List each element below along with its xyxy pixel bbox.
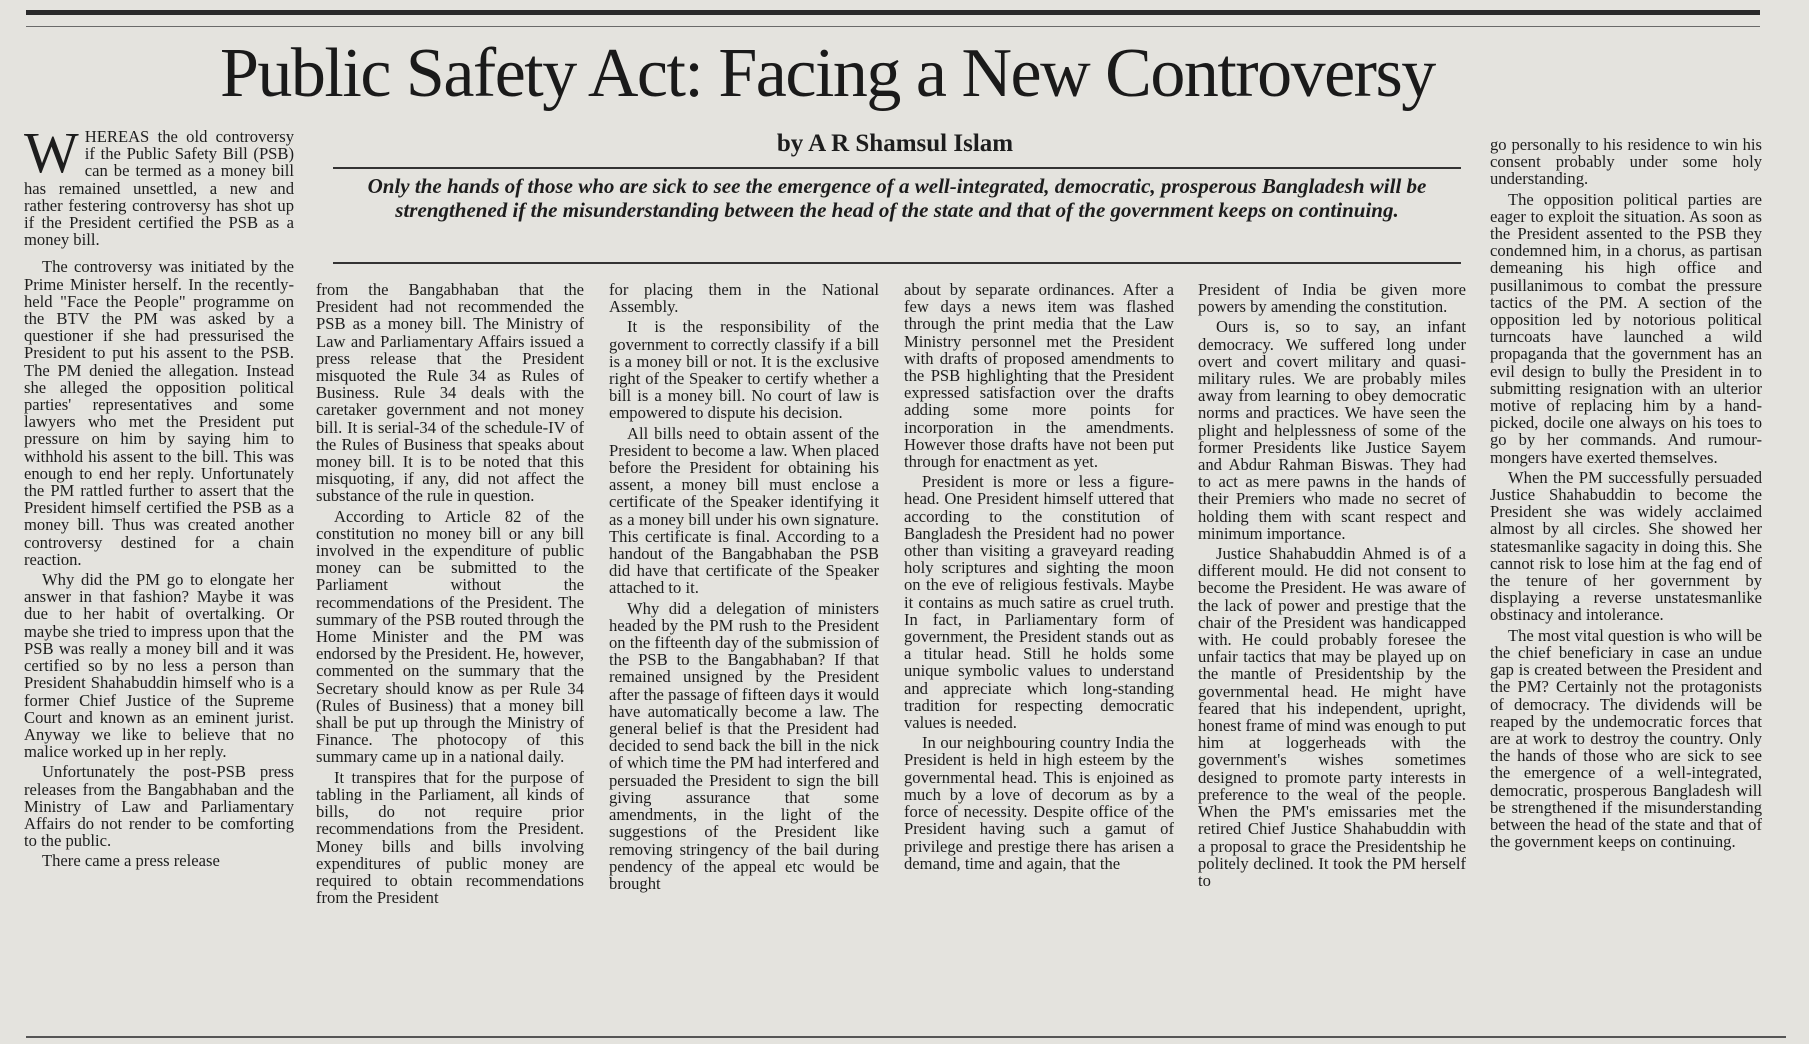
paragraph: for placing them in the National Assembly. bbox=[609, 281, 879, 317]
article-column-6 bbox=[1490, 136, 1762, 1026]
paragraph: from the Bangabhaban that the President had not recommended the PSB as a money bill. The Ministry of Law and Parliamentary Affairs issued a press release that the President misquoted the Rule 34 as Rules of Business. Rule 34 deals with the caretaker government and not money bill. It is serial-34 of the schedule-IV of the Rules of Business that speaks about money bill. It is to be noted that this misquoting, if any, did not affect the substance of the rule in question. bbox=[316, 281, 584, 506]
paragraph: Justice Shahabuddin Ahmed is of a different mould. He did not consent to become the President. He was aware of the lack of power and prestige that the chair of the President was handicapped with. He could probably foresee the unfair tactics that may be played up on the mantle of Presidentship by the governmental head. He might have feared that his independent, upright, honest frame of mind was enough to put him at loggerheads with the government's wishes sometimes designed to promote party interests in preference to the weal of the people. When the PM's emissaries met the retired Chief Justice Shahabuddin with a proposal to grace the Presidentship he politely declined. It took the PM herself to bbox=[1198, 544, 1466, 890]
paragraph: All bills need to obtain assent of the President to become a law. When placed before the President for obtaining his assent, a money bill must enclose a certificate of the Speaker identifying it as a money bill under his own signature. This certificate is final. According to a handout of the Bangabhaban the PSB did have that certificate of the Speaker attached to it. bbox=[609, 423, 879, 598]
paragraph: President is more or less a figure-head. One President himself uttered that according to the constitution of Bangladesh the President had no power other than visiting a graveyard reading holy scriptures and sighting the moon on the eve of religious festivals. Maybe it contains as much satire as cruel truth. In fact, in Parliamentary form of government, the President stands out as a titular head. Still he holds some unique symbolic values to understand and appreciate which long-standing tradition for respecting democratic values is needed. bbox=[904, 472, 1174, 733]
paragraph: Unfortunately the post-PSB press releases from the Bangabhaban and the Ministry of Law and Parliamentary Affairs do not render to be comforting to the public. bbox=[24, 762, 294, 851]
bottom-rule bbox=[26, 1036, 1786, 1038]
paragraph: Why did a delegation of ministers headed by the PM rush to the President on the fifteenth day of the submission of the PSB to the Bangabhaban? If that remained unsigned by the President after the passage of fifteen days it would have automatically become a law. The general belief is that the President had decided to send back the bill in the nick of which time the PM had interfered and persuaded the President to sign the bill giving assurance that some amendments, in the light of the suggestions of the President like removing stringency of the bail during pendency of the appeal etc would be brought bbox=[609, 598, 879, 893]
deck-standfirst: Only the hands of those who are sick to see the emergence of a well-integrated, democratic, prosperous Bangladesh will be strengthened if the misunderstanding between the head of the state and that of the government keeps on continuing. bbox=[367, 174, 1427, 222]
lead-paragraph: WHEREAS the old controversy if the Public Safety Bill (PSB) can be termed as a money bill has remained unsettled, a new and rather festering controversy has shot up if the President certified the PSB as a money bill. bbox=[24, 128, 294, 250]
paragraph: It is the responsibility of the government to correctly classify if a bill is a money bill or not. It is the exclusive right of the Speaker to certify whether a bill is a money bill. No court of law is empowered to dispute his decision. bbox=[609, 317, 879, 423]
top-rule-thin bbox=[26, 26, 1760, 27]
paragraph: The controversy was initiated by the Prime Minister herself. In the recently-held "Face the People" programme on the BTV the PM was asked by a questioner if she had pressurised the President to put his assent to the PSB. The PM denied the allegation. Instead she alleged the opposition political parties' representatives and some lawyers who met the President put pressure on him by saying him to withhold his assent to the bill. This was enough to end her reply. Unfortunately the PM rattled further to assert that the President himself certified the PSB as a money bill. Thus was created another controversy destined for a chain reaction. bbox=[24, 257, 294, 569]
deck-rule-top bbox=[333, 167, 1461, 169]
paragraph: There came a press release bbox=[42, 851, 220, 871]
paragraph: Ours is, so to say, an infant democracy. We suffered long under overt and covert military and quasi-military rules. We are probably miles away from learning to obey democratic norms and practices. We have seen the plight and helplessness of some of the former Presidents like Justice Sayem and Abdur Rahman Biswas. They had to act as mere pawns in the hands of their Premiers who made no secret of holding them with scant respect and minimum importance. bbox=[1198, 317, 1466, 543]
deck-rule-bottom bbox=[333, 262, 1461, 264]
paragraph: The opposition political parties are eager to exploit the situation. As soon as the President assented to the PSB they condemned him, in a chorus, as partisan demeaning his high office and pusillanimous to combat the pressure tactics of the PM. A section of the opposition led by notorious political turncoats have launched a wild propaganda that the government has an evil design to bully the President in to submitting resignation with an ulterior motive of replacing him by a hand-picked, docile one always on his toes to go by her commands. And rumour-mongers have exerted themselves. bbox=[1490, 189, 1762, 467]
paragraph: Why did the PM go to elongate her answer in that fashion? Maybe it was due to her habit of overtalking. Or maybe she tried to impress upon that the PSB was really a money bill and it was certified so by no less a person than President Shahabuddin himself who is a former Chief Justice of the Supreme Court and known as an eminent jurist. Anyway we like to believe that no malice worked up in her reply. bbox=[24, 570, 294, 762]
article-column-3 bbox=[609, 281, 879, 1026]
drop-cap: W bbox=[24, 128, 79, 185]
article-column-4 bbox=[904, 281, 1174, 1026]
article-column-5 bbox=[1198, 281, 1466, 1026]
article-column-2 bbox=[316, 281, 584, 1026]
article-column-1 bbox=[24, 128, 294, 1026]
top-rule bbox=[26, 10, 1760, 15]
paragraph: about by separate ordinances. After a few days a news item was flashed through the print media that the Law Ministry personnel met the President with drafts of proposed amendments to the PSB highlighting that the President expressed satisfaction over the drafts adding some more points for incorporation in the amendments. However those drafts have not been put through for enactment as yet. bbox=[904, 281, 1174, 472]
paragraph: When the PM successfully persuaded Justice Shahabuddin to become the President she was widely acclaimed almost by all circles. She showed her statesmanlike sagacity in doing this. She cannot risk to lose him at the fag end of the tenure of her government by displaying a reverse unstatesmanlike obstinacy and intolerance. bbox=[1490, 467, 1762, 625]
paragraph: President of India be given more powers by amending the constitution. bbox=[1198, 281, 1466, 317]
paragraph: It transpires that for the purpose of tabling in the Parliament, all kinds of bills, do not require prior recommendations from the President. Money bills and bills involving expenditures of public money are required to obtain recommendations from the President bbox=[316, 767, 584, 908]
byline: by A R Shamsul Islam bbox=[776, 130, 1014, 157]
paragraph: In our neighbouring country India the President is held in high esteem by the governmental head. This is enjoined as much by a love of decorum as by a force of necessity. Despite office of the President having such a gamut of privilege and prestige there has arisen a demand, time and again, that the bbox=[904, 733, 1174, 873]
paragraph: According to Article 82 of the constitution no money bill or any bill involved in the expenditure of public money can be submitted to the Parliament without the recommendations of the President. The summary of the PSB routed through the Home Minister and the PM was endorsed by the President. He, however, commented on the summary that the Secretary should know as per Rule 34 (Rules of Business) that a money bill shall be put up through the Ministry of Finance. The photocopy of this summary came up in a national daily. bbox=[316, 506, 584, 767]
paragraph: go personally to his residence to win his consent probably under some holy understanding. bbox=[1490, 136, 1762, 189]
paragraph: The most vital question is who will be the chief beneficiary in case an undue gap is created between the President and the PM? Certainly not the protagonists of democracy. The dividends will be reaped by the undemocratic forces that are at work to destroy the country. Only the hands of those who are sick to see the emergence of a well-integrated, democratic, prosperous Bangladesh will be strengthened if the misunderstanding between the head of the state and that of the government keeps on continuing. bbox=[1490, 625, 1762, 852]
headline: Public Safety Act: Facing a New Controversy bbox=[220, 35, 1435, 112]
